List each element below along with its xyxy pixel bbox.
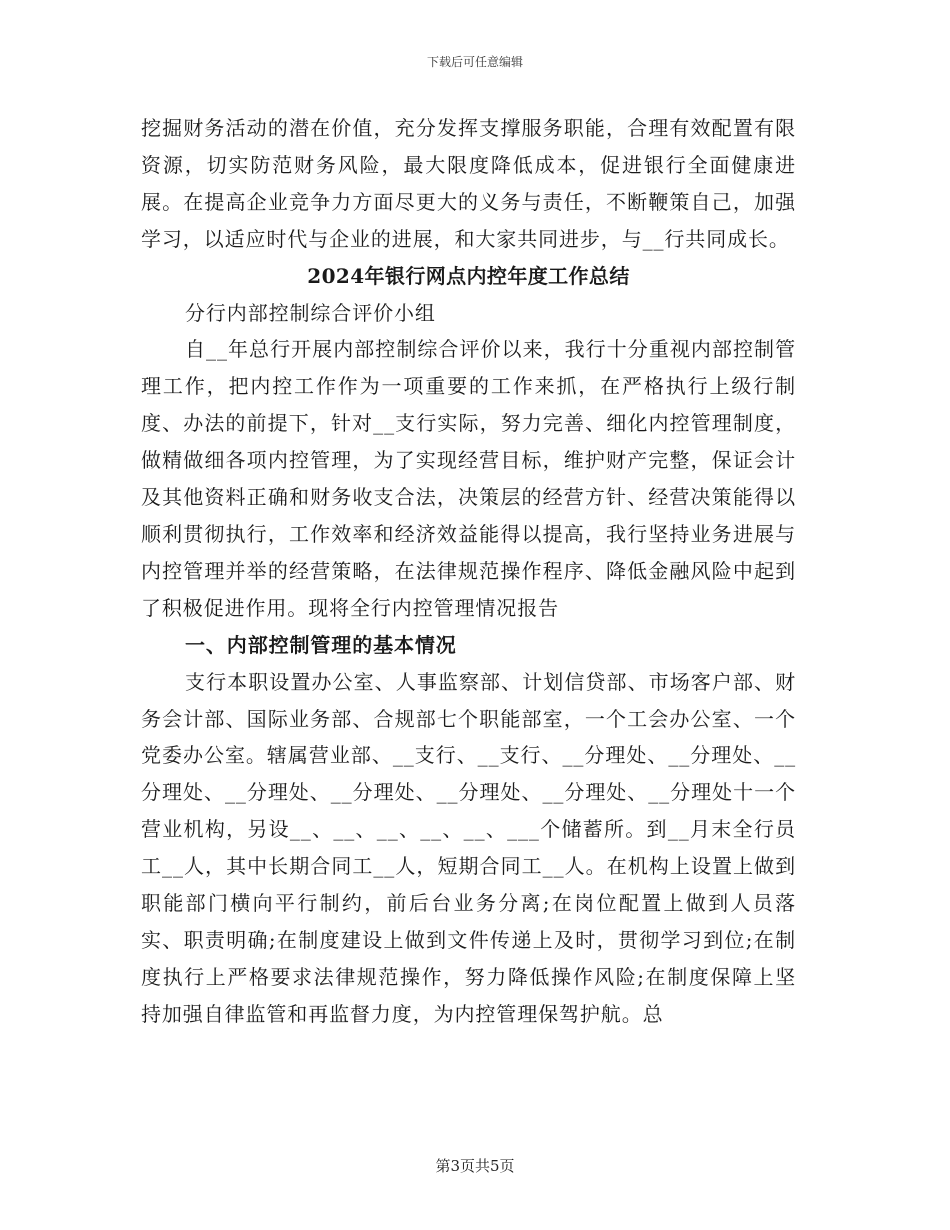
section-1-paragraph: 支行本职设置办公室、人事监察部、计划信贷部、市场客户部、财务会计部、国际业务部、合规部七个职能部室，一个工会办公室、一个党委办公室。辖属营业部、__支行、__支行、__分理处、__分理处、__分理处、__分理处、__分理处、__分理处、__分理处、__分理处十一个营业机构，另设__、__、__、__、__、___个储蓄所。到__月末全行员工__人，其中长期合同工__人，短期合同工__人。在机构上设置上做到职能部门横向平行制约，前后台业务分离;在岗位配置上做到人员落实、职责明确;在制度建设上做到文件传递上及时，贯彻学习到位;在制度执行上严格要求法律规范操作，努力降低操作风险;在制度保障上坚持加强自律监管和再监督力度，为内控管理保驾护航。总 — [141, 669, 796, 1026]
page-header-note: 下载后可任意编辑 — [426, 55, 523, 69]
intro-paragraph: 自__年总行开展内部控制综合评价以来，我行十分重视内部控制管理工作，把内控工作作为一项重要的工作来抓，在严格执行上级行制度、办法的前提下，针对__支行实际，努力完善、细化内控管理制度，做精做细各项内控管理，为了实现经营目标，维护财产完整，保证会计及其他资料正确和财务收支合法，决策层的经营方针、经营决策能得以顺利贯彻执行，工作效率和经济效益能得以提高，我行坚持业务进展与内控管理并举的经营策略，在法律规范操作程序、降低金融风险中起到了积极促进作用。现将全行内控管理情况报告 — [141, 337, 796, 620]
page-number: 第3页共5页 — [435, 1157, 515, 1175]
author-line: 分行内部控制综合评价小组 — [185, 300, 436, 325]
document-body — [141, 110, 796, 1033]
section-heading-1: 一、内部控制管理的基本情况 — [185, 632, 457, 657]
document-title: 2024年银行网点内控年度工作总结 — [307, 263, 630, 288]
continuation-paragraph: 挖掘财务活动的潜在价值，充分发挥支撑服务职能，合理有效配置有限资源，切实防范财务风险，最大限度降低成本，促进银行全面健康进展。在提高企业竞争力方面尽更大的义务与责任，不断鞭策自己，加强学习，以适应时代与企业的进展，和大家共同进步，与__行共同成长。 — [141, 116, 796, 251]
